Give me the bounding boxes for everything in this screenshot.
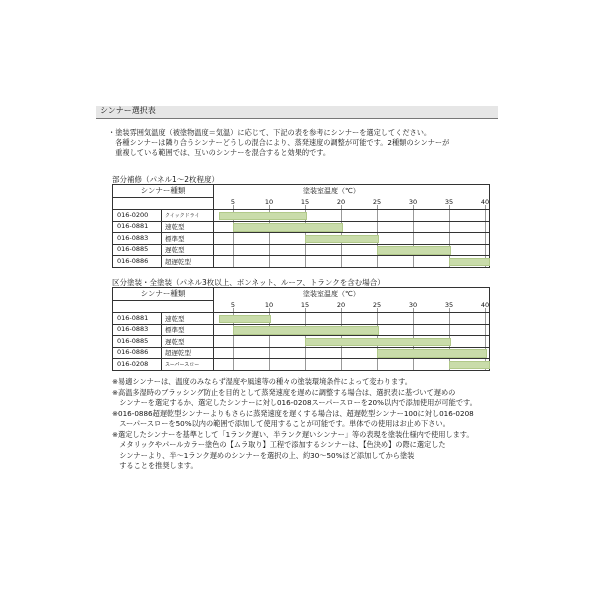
thinner-code: 016-0885 bbox=[117, 245, 149, 253]
intro-line: ・塗装雰囲気温度（被塗物温度＝気温）に応じて、下記の表を参考にシンナーを選定してください。 bbox=[108, 128, 432, 137]
thinner-name: 遅乾型 bbox=[165, 246, 185, 254]
thinner-name: 超遅乾型 bbox=[165, 257, 191, 266]
temperature-range-bar bbox=[219, 212, 307, 221]
temperature-tick-label: 30 bbox=[408, 301, 418, 309]
temperature-tick-label: 20 bbox=[336, 301, 346, 309]
temperature-range-bar bbox=[233, 326, 379, 335]
temperature-tick-label: 15 bbox=[300, 301, 310, 309]
temperature-range-bar bbox=[305, 235, 379, 244]
temperature-tick-label: 35 bbox=[444, 198, 454, 206]
temperature-tick-label: 40 bbox=[480, 301, 490, 309]
table2 bbox=[112, 287, 490, 371]
page-title: シンナー選択表 bbox=[100, 106, 156, 115]
thinner-name: スーパースロー bbox=[165, 362, 200, 368]
note-line: シンナーより、半～1ランク遅めのシンナーを選択の上、約30～50%ほど添加してから塗装 bbox=[112, 450, 415, 460]
note-line: ※016-0886超遅乾型シンナーよりもさらに蒸発速度を遅くする場合は、超遅乾型シンナー100に対し016-0208 bbox=[112, 408, 474, 418]
note-line: ※選定したシンナーを基準として「1ランク遅い、半ランク遅いシンナー」等の表現を塗装仕様内で使用します。 bbox=[112, 429, 474, 439]
thinner-name: 超遅乾型 bbox=[165, 349, 191, 357]
intro-text bbox=[108, 128, 500, 158]
thinner-name: 速乾型 bbox=[165, 314, 185, 323]
thinner-code: 016-0881 bbox=[117, 222, 149, 230]
temperature-tick-label: 35 bbox=[444, 301, 454, 309]
temperature-tick-label: 10 bbox=[264, 198, 274, 206]
thinner-code: 016-0883 bbox=[117, 325, 149, 333]
header-bar bbox=[96, 106, 498, 119]
temperature-range-bar bbox=[377, 246, 451, 255]
temperature-tick-label: 40 bbox=[480, 198, 490, 206]
intro-line: 重複している範囲では、互いのシンナーを混合すると効果的です。 bbox=[108, 148, 331, 157]
note-line: メタリックやパールカラー塗色の【ムラ取り】工程で添加するシンナーは、【色決め】の際に選定した bbox=[112, 440, 446, 449]
thinner-code: 016-0885 bbox=[117, 336, 149, 345]
temperature-range-bar bbox=[449, 258, 490, 267]
note-line: シンナーを選定するか、選定したシンナーに対し016-0208スーパースローを20%以内で添加使用が可能です。 bbox=[112, 398, 477, 407]
temperature-tick-label: 10 bbox=[264, 301, 274, 309]
thinner-name: 遅乾型 bbox=[165, 337, 185, 346]
temperature-tick-label: 15 bbox=[300, 198, 310, 206]
table1-section-title: 部分補修（パネル1～2枚程度） bbox=[112, 175, 220, 184]
notes bbox=[112, 377, 502, 472]
thinner-name: 標準型 bbox=[165, 234, 185, 243]
column-header-thinner-type: シンナー種類 bbox=[113, 185, 213, 198]
temperature-header: 塗装室温度（℃） bbox=[303, 187, 360, 195]
table2-section-title: 区分塗装・全塗装（パネル3枚以上、ボンネット、ルーフ、トランクを含む場合） bbox=[112, 278, 385, 287]
thinner-name: クイックドライ bbox=[165, 213, 200, 219]
temperature-tick-label: 5 bbox=[230, 198, 236, 206]
intro-line: 各種シンナーは隣り合うシンナーどうしの混合により、蒸発速度の調整が可能です。2種類のシンナーが bbox=[108, 138, 450, 147]
thinner-code: 016-0886 bbox=[117, 348, 149, 356]
note-line: ※高温多湿時のブラッシング防止を目的として蒸発速度を遅めに調整する場合は、選択表に基づいて遅めの bbox=[112, 387, 456, 397]
temperature-range-bar bbox=[305, 338, 451, 347]
note-line: することを推奨します。 bbox=[112, 461, 198, 470]
thinner-name: 標準型 bbox=[165, 326, 185, 334]
note-line: スーパースローを50%以内の範囲で添加して使用することが可能です。単体での使用はお止め下さい。 bbox=[112, 419, 450, 428]
temperature-range-bar bbox=[449, 361, 490, 370]
column-header-thinner-type: シンナー種類 bbox=[113, 288, 213, 301]
note-line: ※易適シンナーは、温度のみならず湿度や風速等の種々の塗装環境条件によって変わります。 bbox=[112, 377, 412, 386]
thinner-code: 016-0886 bbox=[117, 256, 149, 265]
temperature-tick-label: 25 bbox=[372, 301, 382, 309]
temperature-range-bar bbox=[219, 315, 271, 324]
thinner-name: 速乾型 bbox=[165, 223, 185, 231]
thinner-code: 016-0883 bbox=[117, 233, 149, 242]
temperature-range-bar bbox=[233, 223, 343, 232]
temperature-tick-label: 20 bbox=[336, 198, 346, 206]
temperature-header: 塗装室温度（℃） bbox=[303, 290, 360, 298]
temperature-range-bar bbox=[377, 349, 487, 358]
thinner-code: 016-0208 bbox=[117, 359, 149, 368]
temperature-tick-label: 5 bbox=[230, 301, 236, 309]
temperature-tick-label: 30 bbox=[408, 198, 418, 206]
thinner-code: 016-0881 bbox=[117, 313, 149, 322]
thinner-code: 016-0200 bbox=[117, 210, 149, 219]
table1 bbox=[112, 184, 490, 268]
temperature-tick-label: 25 bbox=[372, 198, 382, 206]
